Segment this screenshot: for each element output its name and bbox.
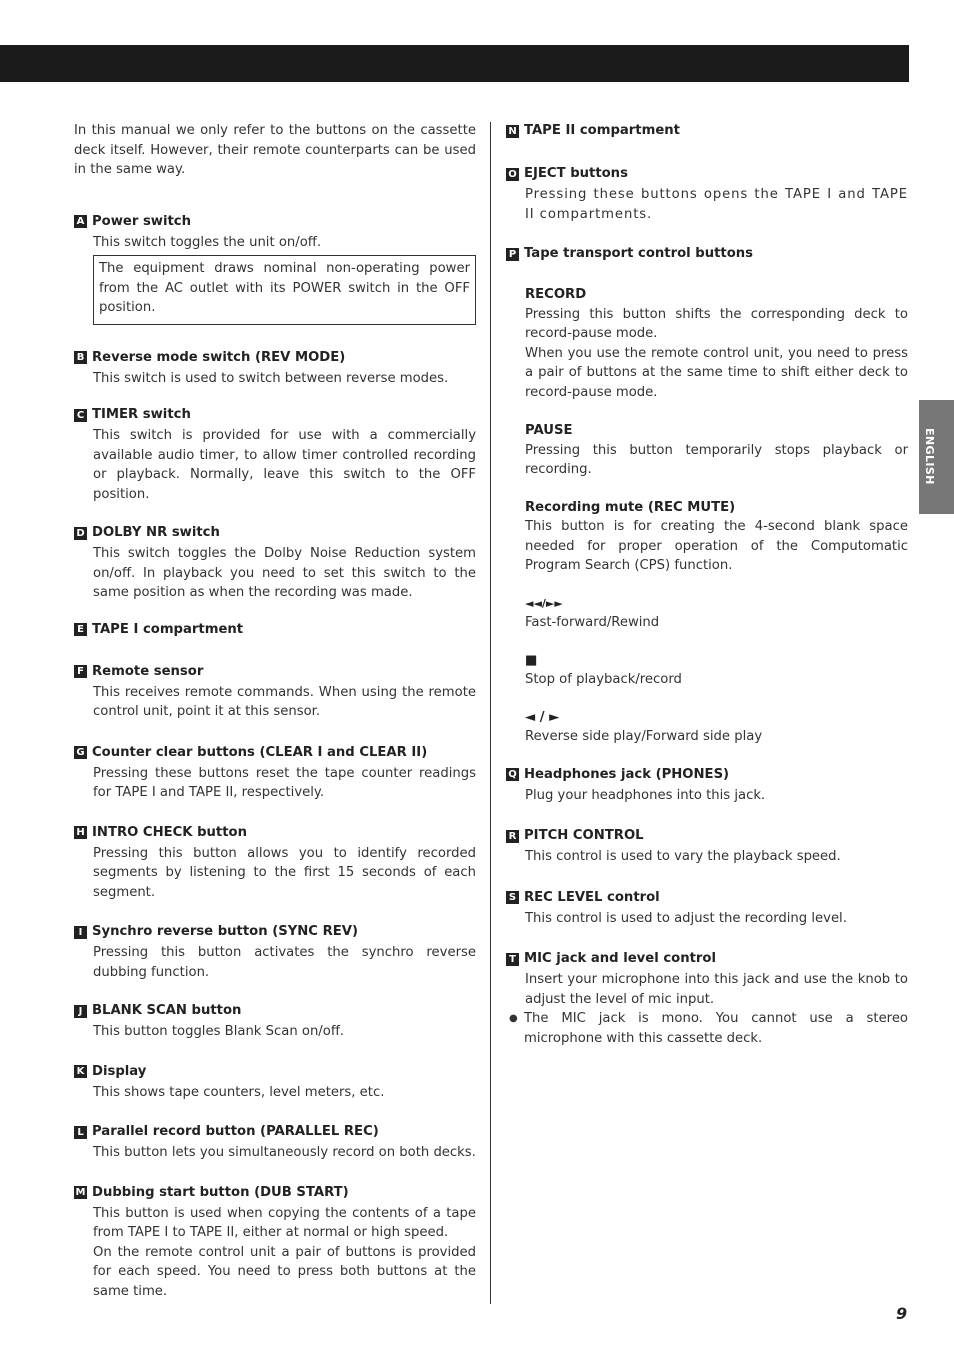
section-text: On the remote control unit a pair of buttons is provided for each speed. You need to press both buttons at the same time. [93,1244,476,1299]
section-letter: N [506,125,519,138]
section-title: INTRO CHECK button [92,824,247,840]
language-tab [919,400,954,514]
section-letter: T [506,953,519,966]
section-title: Headphones jack (PHONES) [524,766,730,782]
section-title: Counter clear buttons (CLEAR I and CLEAR II) [92,744,428,760]
section-heading [506,164,908,184]
section-text: Pressing this button allows you to identify recorded segments by listening to the first 15 seconds of each segment. [93,845,476,900]
section-letter: A [74,215,87,228]
record-title: RECORD [525,287,587,302]
note-box: The equipment draws nominal non-operating power from the AC outlet with its POWER switch in the OFF position. [93,255,476,325]
pause-text: Pressing this button temporarily stops playback or recording. [525,442,908,477]
rec-mute-text: This button is for creating the 4-second blank space needed for proper operation of the Computomatic Program Search (CPS) function. [525,519,908,573]
section-text: This switch is provided for use with a commercially available audio timer, to allow timer controlled recording or playback. Normally, leave this switch to the OFF position. [93,428,476,502]
section-A [74,212,476,325]
pause-title: PAUSE [525,423,573,438]
section-heading [74,1183,476,1203]
section-body [74,233,476,253]
section-letter: F [74,665,87,678]
section-text: This button is used when copying the contents of a tape from TAPE I to TAPE II, either at normal or high speed. [93,1205,476,1240]
section-body: Pressing these buttons opens the TAPE I and TAPE II compartments. [525,187,908,222]
section-letter: H [74,826,87,839]
section-text: This button lets you simultaneously record on both decks. [93,1145,476,1160]
section-text: This button toggles Blank Scan on/off. [93,1024,345,1039]
section-text: Pressing these buttons reset the tape counter readings for TAPE I and TAPE II, respectively. [93,765,476,800]
stop-text: Stop of playback/record [525,672,682,687]
section-title: Power switch [92,213,192,229]
rec-mute-title: Recording mute (REC MUTE) [525,499,736,515]
stop-entry [525,651,908,690]
section-body [74,544,476,603]
section-title: Remote sensor [92,663,204,679]
section-body [74,683,476,722]
ff-rewind-text: Fast-forward/Rewind [525,615,660,630]
section-title: TAPE II compartment [524,123,680,138]
section-G [74,743,476,803]
section-heading [74,743,476,763]
section-M [74,1183,476,1302]
section-P [506,244,908,747]
section-text: This shows tape counters, level meters, etc. [93,1084,385,1100]
header-bar [0,45,909,82]
section-letter: S [506,891,519,904]
section-heading [74,212,476,232]
section-letter: D [74,527,87,540]
section-body [74,844,476,903]
section-letter: P [506,248,519,261]
section-text: Pressing this button activates the synchro reverse dubbing function. [93,945,476,980]
section-letter: L [74,1126,87,1139]
section-heading [74,662,476,682]
section-body [74,1022,476,1042]
section-text: This switch toggles the unit on/off. [93,234,322,250]
section-letter: M [75,1187,86,1198]
section-title: Parallel record button (PARALLEL REC) [92,1124,379,1139]
section-heading [74,348,476,368]
page-number: 9 [896,1304,908,1323]
section-O [506,164,908,224]
bullet-icon: ● [509,1013,518,1024]
section-heading [74,620,476,640]
section-text: This receives remote commands. When using the remote control unit, point it at this sensor. [93,684,476,719]
section-heading [506,949,908,969]
section-body [74,1143,476,1163]
section-heading [74,1001,476,1021]
section-body [74,426,476,504]
section-body [74,1083,476,1103]
section-title: MIC jack and level control [524,951,716,966]
section-letter: I [74,926,87,939]
section-title: Tape transport control buttons [524,246,753,261]
section-body: Plug your headphones into this jack. [525,787,766,803]
section-letter: O [506,168,519,181]
section-letter: B [74,351,87,364]
section-text: This switch is used to switch between reverse modes. [93,370,449,386]
column-divider [490,122,491,1304]
section-title: PITCH CONTROL [524,828,644,843]
section-title: BLANK SCAN button [92,1003,242,1018]
section-title: Reverse mode switch (REV MODE) [92,349,346,365]
section-T [506,949,908,1048]
ff-rewind-icon: ◄◄/►► [525,596,563,610]
bullet-text: The MIC jack is mono. You cannot use a stereo microphone with this cassette deck. [524,1011,908,1046]
section-letter: J [74,1005,87,1018]
section-heading [506,888,908,908]
section-body [74,764,476,803]
section-letter: C [74,409,87,422]
section-body: Insert your microphone into this jack and use the knob to adjust the level of mic input. [525,972,908,1007]
section-heading [74,405,476,425]
section-I [74,922,476,982]
section-Q [506,765,908,806]
section-heading [74,1062,476,1082]
section-title: TAPE I compartment [92,621,244,637]
section-D [74,523,476,603]
section-text: This switch toggles the Dolby Noise Reduction system on/off. In playback you need to set this switch to the same position as when the recording was made. [93,546,476,600]
section-E [74,620,476,640]
section-body [74,1204,476,1302]
section-F [74,662,476,722]
play-entry [525,708,908,747]
section-title: DOLBY NR switch [92,525,220,540]
section-J [74,1001,476,1042]
record-text-2: When you use the remote control unit, you need to press a pair of buttons at the same time to shift either deck to record-pause mode. [525,345,908,400]
section-heading [506,826,908,846]
section-heading [506,765,908,785]
play-icon: ◄ / ► [525,709,560,725]
language-tab-label: ENGLISH [923,428,936,485]
section-K [74,1062,476,1103]
section-L [74,1122,476,1163]
section-N [506,121,908,141]
section-R [506,826,908,867]
section-title: Display [92,1063,147,1079]
intro-paragraph: In this manual we only refer to the buttons on the cassette deck itself. However, their remote counterparts can be used in the same way. [74,123,476,177]
section-letter: Q [506,768,519,781]
pause-entry [525,421,908,480]
section-heading [74,823,476,843]
section-letter: R [506,830,519,843]
section-title: Dubbing start button (DUB START) [92,1184,349,1200]
rec-mute-entry [525,498,908,576]
section-title: TIMER switch [92,407,191,422]
section-heading [74,523,476,543]
left-column [74,121,476,1301]
section-title: EJECT buttons [524,166,628,181]
section-title: REC LEVEL control [524,889,660,905]
section-body: This control is used to adjust the recording level. [525,910,847,926]
section-title: Synchro reverse button (SYNC REV) [92,924,358,939]
section-heading [506,121,908,141]
right-column [506,121,908,1066]
section-body [506,285,908,747]
play-text: Reverse side play/Forward side play [525,729,763,744]
section-letter: K [74,1065,87,1078]
section-B [74,348,476,389]
section-heading [74,1122,476,1142]
left-sections [74,212,476,1302]
bullet-note [506,1009,908,1048]
section-H [74,823,476,903]
section-heading [506,244,908,264]
section-letter: E [74,623,87,636]
section-body [74,943,476,982]
ff-rewind-entry [525,594,908,633]
section-letter: G [74,746,87,759]
stop-icon: ■ [525,652,538,668]
section-S [506,888,908,929]
record-entry [525,285,908,402]
section-C [74,405,476,504]
section-heading [74,922,476,942]
section-body [74,369,476,389]
section-body: This control is used to vary the playback speed. [525,849,841,864]
record-text-1: Pressing this button shifts the corresponding deck to record-pause mode. [525,306,908,341]
